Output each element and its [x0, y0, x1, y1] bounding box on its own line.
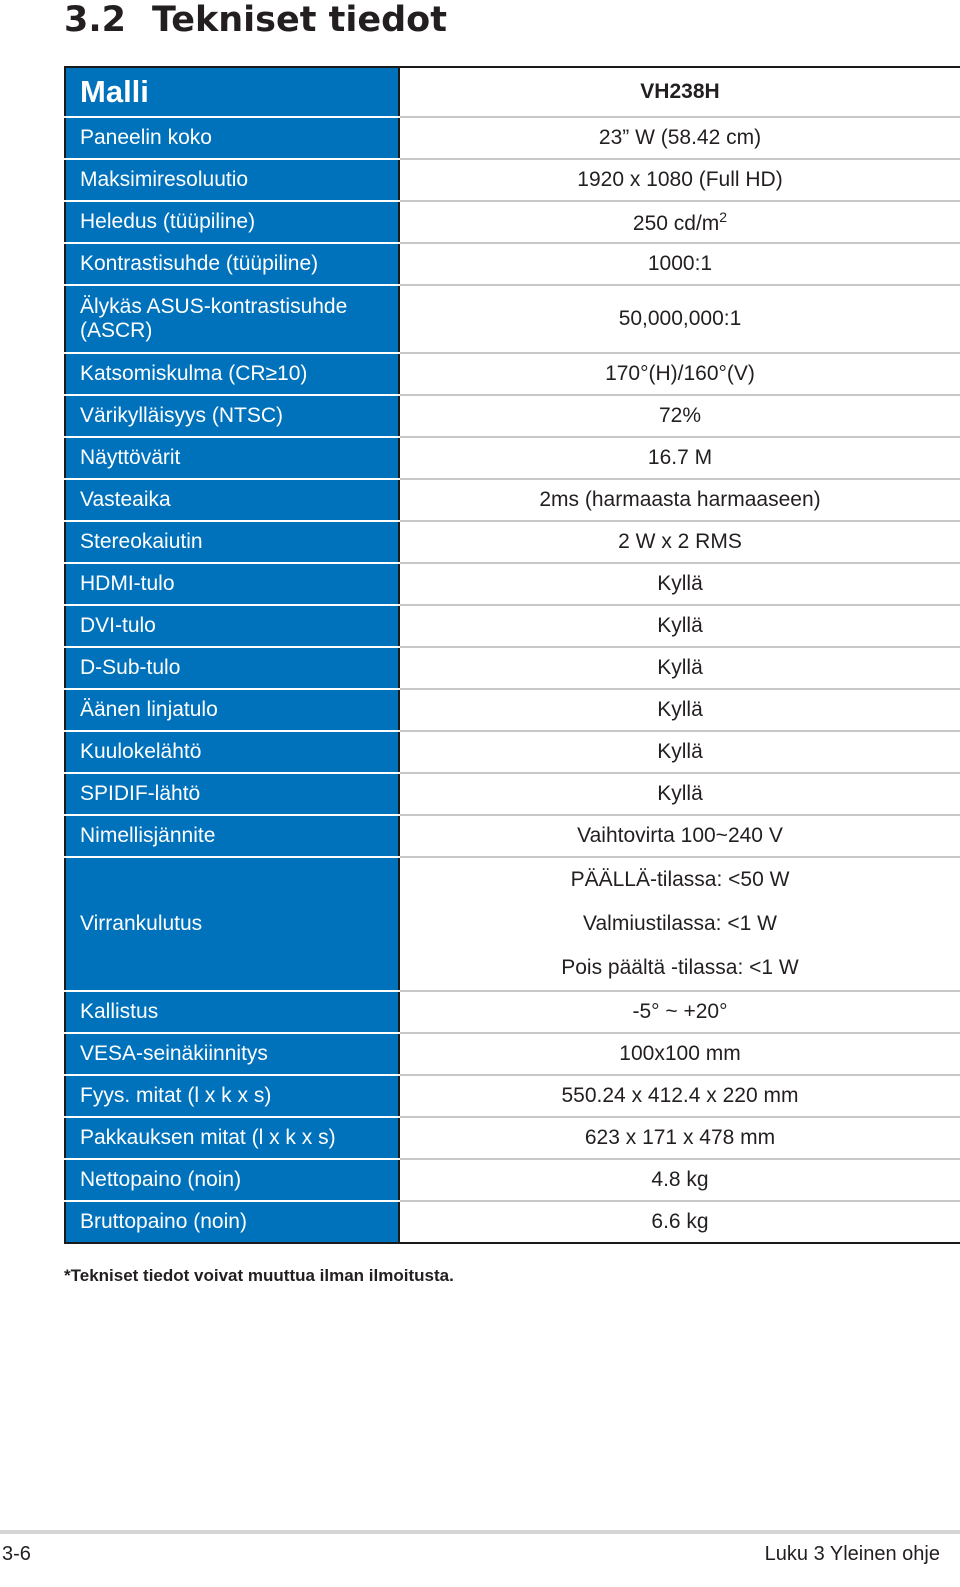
table-row: [65, 605, 960, 647]
spec-label: Näyttövärit: [65, 437, 399, 479]
power-on-value: PÄÄLLÄ-tilassa: <50 W: [570, 868, 790, 891]
table-row: [65, 117, 960, 159]
table-row: [65, 689, 960, 731]
value-text: 250 cd/m: [632, 211, 720, 235]
spec-table: [64, 66, 960, 1244]
page-number: 3-6: [2, 1543, 31, 1565]
spec-value: 72%: [399, 395, 960, 437]
spec-value: 4.8 kg: [399, 1159, 960, 1201]
spec-value-multiline: [399, 857, 960, 991]
spec-label: Bruttopaino (noin): [65, 1201, 399, 1243]
table-row: [65, 201, 960, 243]
spec-value: Kyllä: [399, 563, 960, 605]
table-row: [65, 1201, 960, 1243]
spec-value: 100x100 mm: [399, 1033, 960, 1075]
spec-label: Nimellisjännite: [65, 815, 399, 857]
table-header-row: [65, 67, 960, 117]
spec-value: 2ms (harmaasta harmaaseen): [399, 479, 960, 521]
spec-label: D-Sub-tulo: [65, 647, 399, 689]
spec-label: Värikylläisyys (NTSC): [65, 395, 399, 437]
spec-label: Vasteaika: [65, 479, 399, 521]
spec-label: Nettopaino (noin): [65, 1159, 399, 1201]
spec-value: -5° ~ +20°: [399, 991, 960, 1033]
power-standby-value: Valmiustilassa: <1 W: [583, 912, 777, 935]
table-row: [65, 521, 960, 563]
spec-value: 16.7 M: [399, 437, 960, 479]
spec-value: [399, 201, 960, 243]
table-row: [65, 479, 960, 521]
table-row: [65, 285, 960, 353]
spec-value: Kyllä: [399, 689, 960, 731]
spec-value: Kyllä: [399, 647, 960, 689]
spec-label: Äänen linjatulo: [65, 689, 399, 731]
spec-label: VESA-seinäkiinnitys: [65, 1033, 399, 1075]
table-row: [65, 1033, 960, 1075]
spec-label: DVI-tulo: [65, 605, 399, 647]
spec-value: VH238H: [399, 67, 960, 117]
spec-label: Virrankulutus: [65, 857, 399, 991]
spec-value: Kyllä: [399, 773, 960, 815]
table-row: [65, 1075, 960, 1117]
spec-label: Kallistus: [65, 991, 399, 1033]
section-title: Tekniset tiedot: [152, 0, 447, 40]
spec-value: 1000:1: [399, 243, 960, 285]
table-row: [65, 563, 960, 605]
spec-label: Heledus (tüüpiline): [65, 201, 399, 243]
table-row: [65, 159, 960, 201]
table-row: [65, 815, 960, 857]
spec-label: Älykäs ASUS-kontrastisuhde (ASCR): [65, 285, 399, 353]
chapter-title: Luku 3 Yleinen ohje: [764, 1543, 940, 1565]
spec-value: 50,000,000:1: [399, 285, 960, 353]
spec-value: 23” W (58.42 cm): [399, 117, 960, 159]
spec-label: Fyys. mitat (l x k x s): [65, 1075, 399, 1117]
spec-value: Vaihtovirta 100~240 V: [399, 815, 960, 857]
spec-value: 623 x 171 x 478 mm: [399, 1117, 960, 1159]
superscript: 2: [719, 208, 728, 225]
spec-value: Kyllä: [399, 605, 960, 647]
table-row: [65, 353, 960, 395]
spec-label: Paneelin koko: [65, 117, 399, 159]
spec-value: 170°(H)/160°(V): [399, 353, 960, 395]
table-row: [65, 1159, 960, 1201]
power-off-value: Pois päältä -tilassa: <1 W: [561, 956, 799, 979]
table-row: [65, 647, 960, 689]
spec-label: Malli: [65, 67, 399, 117]
table-row: [65, 395, 960, 437]
table-row-power: [65, 857, 960, 991]
spec-value: 1920 x 1080 (Full HD): [399, 159, 960, 201]
table-row: [65, 773, 960, 815]
spec-label: SPIDIF-lähtö: [65, 773, 399, 815]
table-row: [65, 1117, 960, 1159]
spec-value: Kyllä: [399, 731, 960, 773]
table-row: [65, 991, 960, 1033]
spec-label: Maksimiresoluutio: [65, 159, 399, 201]
table-row: [65, 243, 960, 285]
table-row: [65, 437, 960, 479]
page-title: [64, 0, 447, 44]
spec-value: 6.6 kg: [399, 1201, 960, 1243]
section-number: 3.2: [64, 0, 127, 40]
spec-label: HDMI-tulo: [65, 563, 399, 605]
spec-label: Stereokaiutin: [65, 521, 399, 563]
spec-label: Katsomiskulma (CR≥10): [65, 353, 399, 395]
spec-label: Pakkauksen mitat (l x k x s): [65, 1117, 399, 1159]
spec-label: Kontrastisuhde (tüüpiline): [65, 243, 399, 285]
spec-label: Kuulokelähtö: [65, 731, 399, 773]
footer-divider: [0, 1530, 960, 1534]
spec-value: 550.24 x 412.4 x 220 mm: [399, 1075, 960, 1117]
table-row: [65, 731, 960, 773]
footnote: *Tekniset tiedot voivat muuttua ilman ilmoitusta.: [64, 1266, 454, 1285]
spec-value: 2 W x 2 RMS: [399, 521, 960, 563]
